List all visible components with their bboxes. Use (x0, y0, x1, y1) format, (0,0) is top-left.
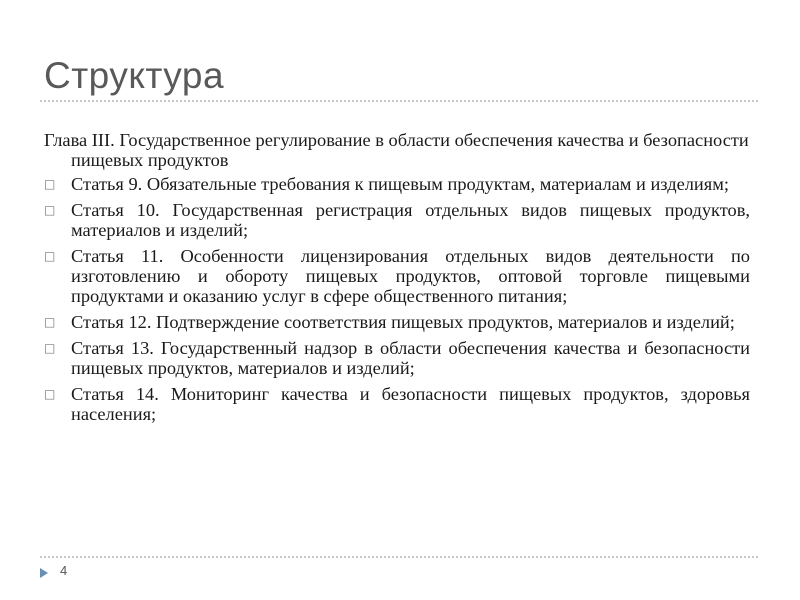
list-item-text: Статья 10. Государственная регистрация отдельных видов пищевых продуктов, материалов и изделий; (71, 200, 750, 240)
list-item (44, 174, 750, 194)
square-bullet-icon: □ (44, 249, 56, 263)
list-item (44, 384, 750, 424)
article-list (44, 174, 750, 424)
triangle-right-icon (40, 568, 48, 578)
list-item-text: Статья 14. Мониторинг качества и безопасности пищевых продуктов, здоровья населения; (71, 384, 750, 424)
square-bullet-icon: □ (44, 203, 56, 217)
page-number: 4 (60, 563, 68, 578)
square-bullet-icon: □ (44, 315, 56, 329)
list-item-text: Статья 11. Особенности лицензирования отдельных видов деятельности по изготовлению и обороту пищевых продуктов, оптовой торговле пищевыми продуктами и оказанию услуг в сфере общественного питания; (71, 246, 750, 306)
list-item-text: Статья 9. Обязательные требования к пищевым продуктам, материалам и изделиям; (71, 174, 729, 194)
list-item-text: Статья 13. Государственный надзор в области обеспечения качества и безопасности пищевых продуктов, материалов и изделий; (71, 338, 750, 378)
title-divider (40, 100, 758, 102)
square-bullet-icon: □ (44, 177, 56, 191)
list-item (44, 200, 750, 240)
slide-title: Структура (44, 55, 225, 96)
list-item (44, 338, 750, 378)
chapter-heading: Глава III. Государственное регулирование в области обеспечения качества и безопасности пищевых продуктов (44, 130, 749, 170)
list-item (44, 246, 750, 306)
list-item (44, 312, 750, 332)
footer-divider (40, 556, 758, 558)
slide-content (44, 130, 750, 430)
square-bullet-icon: □ (44, 387, 56, 401)
list-item-text: Статья 12. Подтверждение соответствия пищевых продуктов, материалов и изделий; (71, 312, 735, 332)
square-bullet-icon: □ (44, 341, 56, 355)
